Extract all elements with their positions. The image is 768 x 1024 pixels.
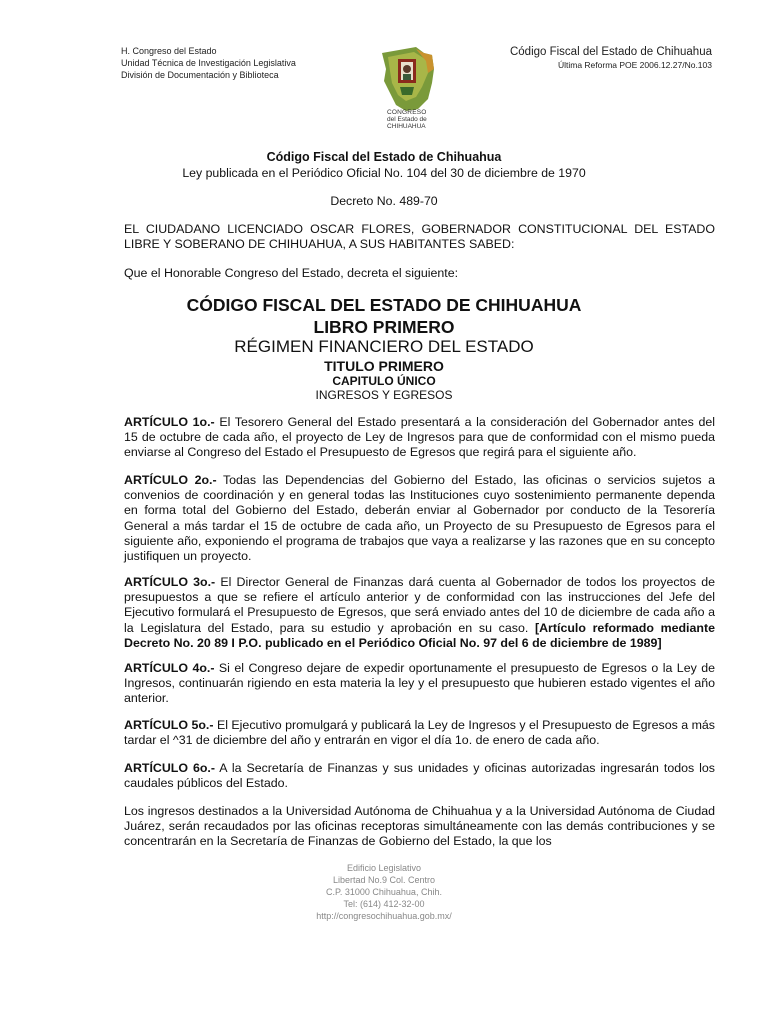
article-text: El Tesorero General del Estado presentará a la consideración del Gobernador antes del 15 de octubre de cada año, el proyecto de Ley de Ingresos para que de conformidad con el mismo pueda enviarse al Congreso del Estado el Presupuesto de Egresos que regirá para el siguiente año.: [124, 415, 715, 460]
article-text: Todas las Dependencias del Gobierno del Estado, las oficinas o servicios sujetos a convenios de coordinación y en general todas las Instituciones cuyo sostenimiento permanente dependa en forma total del Gobierno del Estado, deberán enviar al Gobernador por conducto de la Tesorería General a más tardar el 15 de octubre de cada año, un Proyecto de su Presupuesto de Egresos para el siguiente año, exponiendo el programa de trabajos que vaya a realizarse y las razones que en su concepto justifiquen un proyecto.: [124, 473, 715, 564]
footer-line: Edificio Legislativo: [346, 863, 422, 873]
article-label: ARTÍCULO 1o.-: [124, 415, 215, 429]
logo-text: [387, 109, 433, 130]
header-document-info: [510, 46, 712, 71]
header-line: División de Documentación y Biblioteca: [121, 70, 279, 80]
publication-line: Ley publicada en el Periódico Oficial No. 104 del 30 de diciembre de 1970: [182, 166, 586, 180]
title-heading: TITULO PRIMERO: [324, 358, 444, 374]
footer-line: C.P. 31000 Chihuahua, Chih.: [326, 887, 442, 897]
article-label: ARTÍCULO 5o.-: [124, 718, 214, 732]
article-6: [124, 761, 715, 791]
article-label: ARTÍCULO 4o.-: [124, 661, 215, 675]
logo-line: del Estado de: [387, 116, 427, 123]
chapter-heading: CAPITULO ÚNICO: [332, 374, 436, 388]
article-text: El Director General de Finanzas dará cuenta al Gobernador de todos los proyectos de presupuestos a que se refiere el artículo anterior y de conformidad con las instrucciones del Jefe del Ejecutivo formulará el Presupuesto de Egresos, que será enviado antes del 10 de diciembre de cada año a la Legislatura del Estado, para su estudio y aprobación en su caso.: [124, 575, 715, 635]
header-last-reform: Última Reforma POE 2006.12.27/No.103: [557, 60, 712, 70]
logo-line: CHIHUAHUA: [387, 123, 426, 130]
reform-note: [Artículo reformado mediante Decreto No. 20 89 I P.O. publicado en el Periódico Oficial No. 97 del 6 de diciembre de 1989]: [124, 620, 715, 650]
article-4: [124, 661, 715, 707]
article-text: El Ejecutivo promulgará y publicará la Ley de Ingresos y el Presupuesto de Egresos a más tardar el ^31 de diciembre del año y entrarán en vigor el día 1o. de enero de cada año.: [124, 718, 716, 748]
document-title: Código Fiscal del Estado de Chihuahua: [266, 150, 502, 164]
subject-heading: INGRESOS Y EGRESOS: [315, 388, 453, 402]
code-heading: CÓDIGO FISCAL DEL ESTADO DE CHIHUAHUA: [186, 295, 582, 315]
header-doc-title: Código Fiscal del Estado de Chihuahua: [509, 46, 712, 58]
article-5: [124, 718, 715, 748]
header-line: Unidad Técnica de Investigación Legislativa: [121, 58, 296, 68]
decree-line: Decreto No. 489-70: [330, 194, 438, 208]
article-label: ARTÍCULO 2o.-: [124, 473, 217, 487]
article-2: [124, 473, 715, 564]
footer-url[interactable]: http://congresochihuahua.gob.mx/: [316, 911, 452, 921]
governor-statement: EL CIUDADANO LICENCIADO OSCAR FLORES, GOBERNADOR CONSTITUCIONAL DEL ESTADO LIBRE Y SOBERANO DE CHIHUAHUA, A SUS HABITANTES SABED:: [124, 222, 715, 252]
regime-heading: RÉGIMEN FINANCIERO DEL ESTADO: [234, 337, 534, 356]
congress-statement: Que el Honorable Congreso del Estado, decreta el siguiente:: [124, 266, 459, 280]
article-text: A la Secretaría de Finanzas y sus unidades y oficinas autorizadas ingresarán todos los caudales públicos del Estado.: [124, 761, 715, 791]
article-label: ARTÍCULO 6o.-: [124, 761, 216, 775]
footer-line: Tel: (614) 412-32-00: [343, 899, 425, 909]
footer-line: Libertad No.9 Col. Centro: [332, 875, 436, 885]
footer-address: [0, 862, 768, 922]
article-text: Si el Congreso dejare de expedir oportunamente el presupuesto de Egresos o la Ley de Ingresos, continuarán rigiendo en esta materia la ley y el presupuesto que hubieren estado vigentes el año anterior.: [124, 661, 715, 706]
article-3: [124, 575, 715, 651]
congress-logo: [376, 43, 440, 135]
article-1: [124, 415, 715, 461]
article-label: ARTÍCULO 3o.-: [124, 575, 216, 589]
article-6-paragraph-2: Los ingresos destinados a la Universidad Autónoma de Chihuahua y a la Universidad Autónoma de Ciudad Juárez, serán recaudados por las oficinas receptoras simultáneamente con las demás contribuciones y se concentrarán en la Secretaría de Finanzas de Gobierno del Estado, la que los: [124, 804, 715, 849]
book-heading: LIBRO PRIMERO: [313, 317, 455, 337]
logo-line: CONGRESO: [387, 109, 427, 116]
header-line: H. Congreso del Estado: [121, 46, 217, 56]
header-institution: [121, 45, 296, 81]
